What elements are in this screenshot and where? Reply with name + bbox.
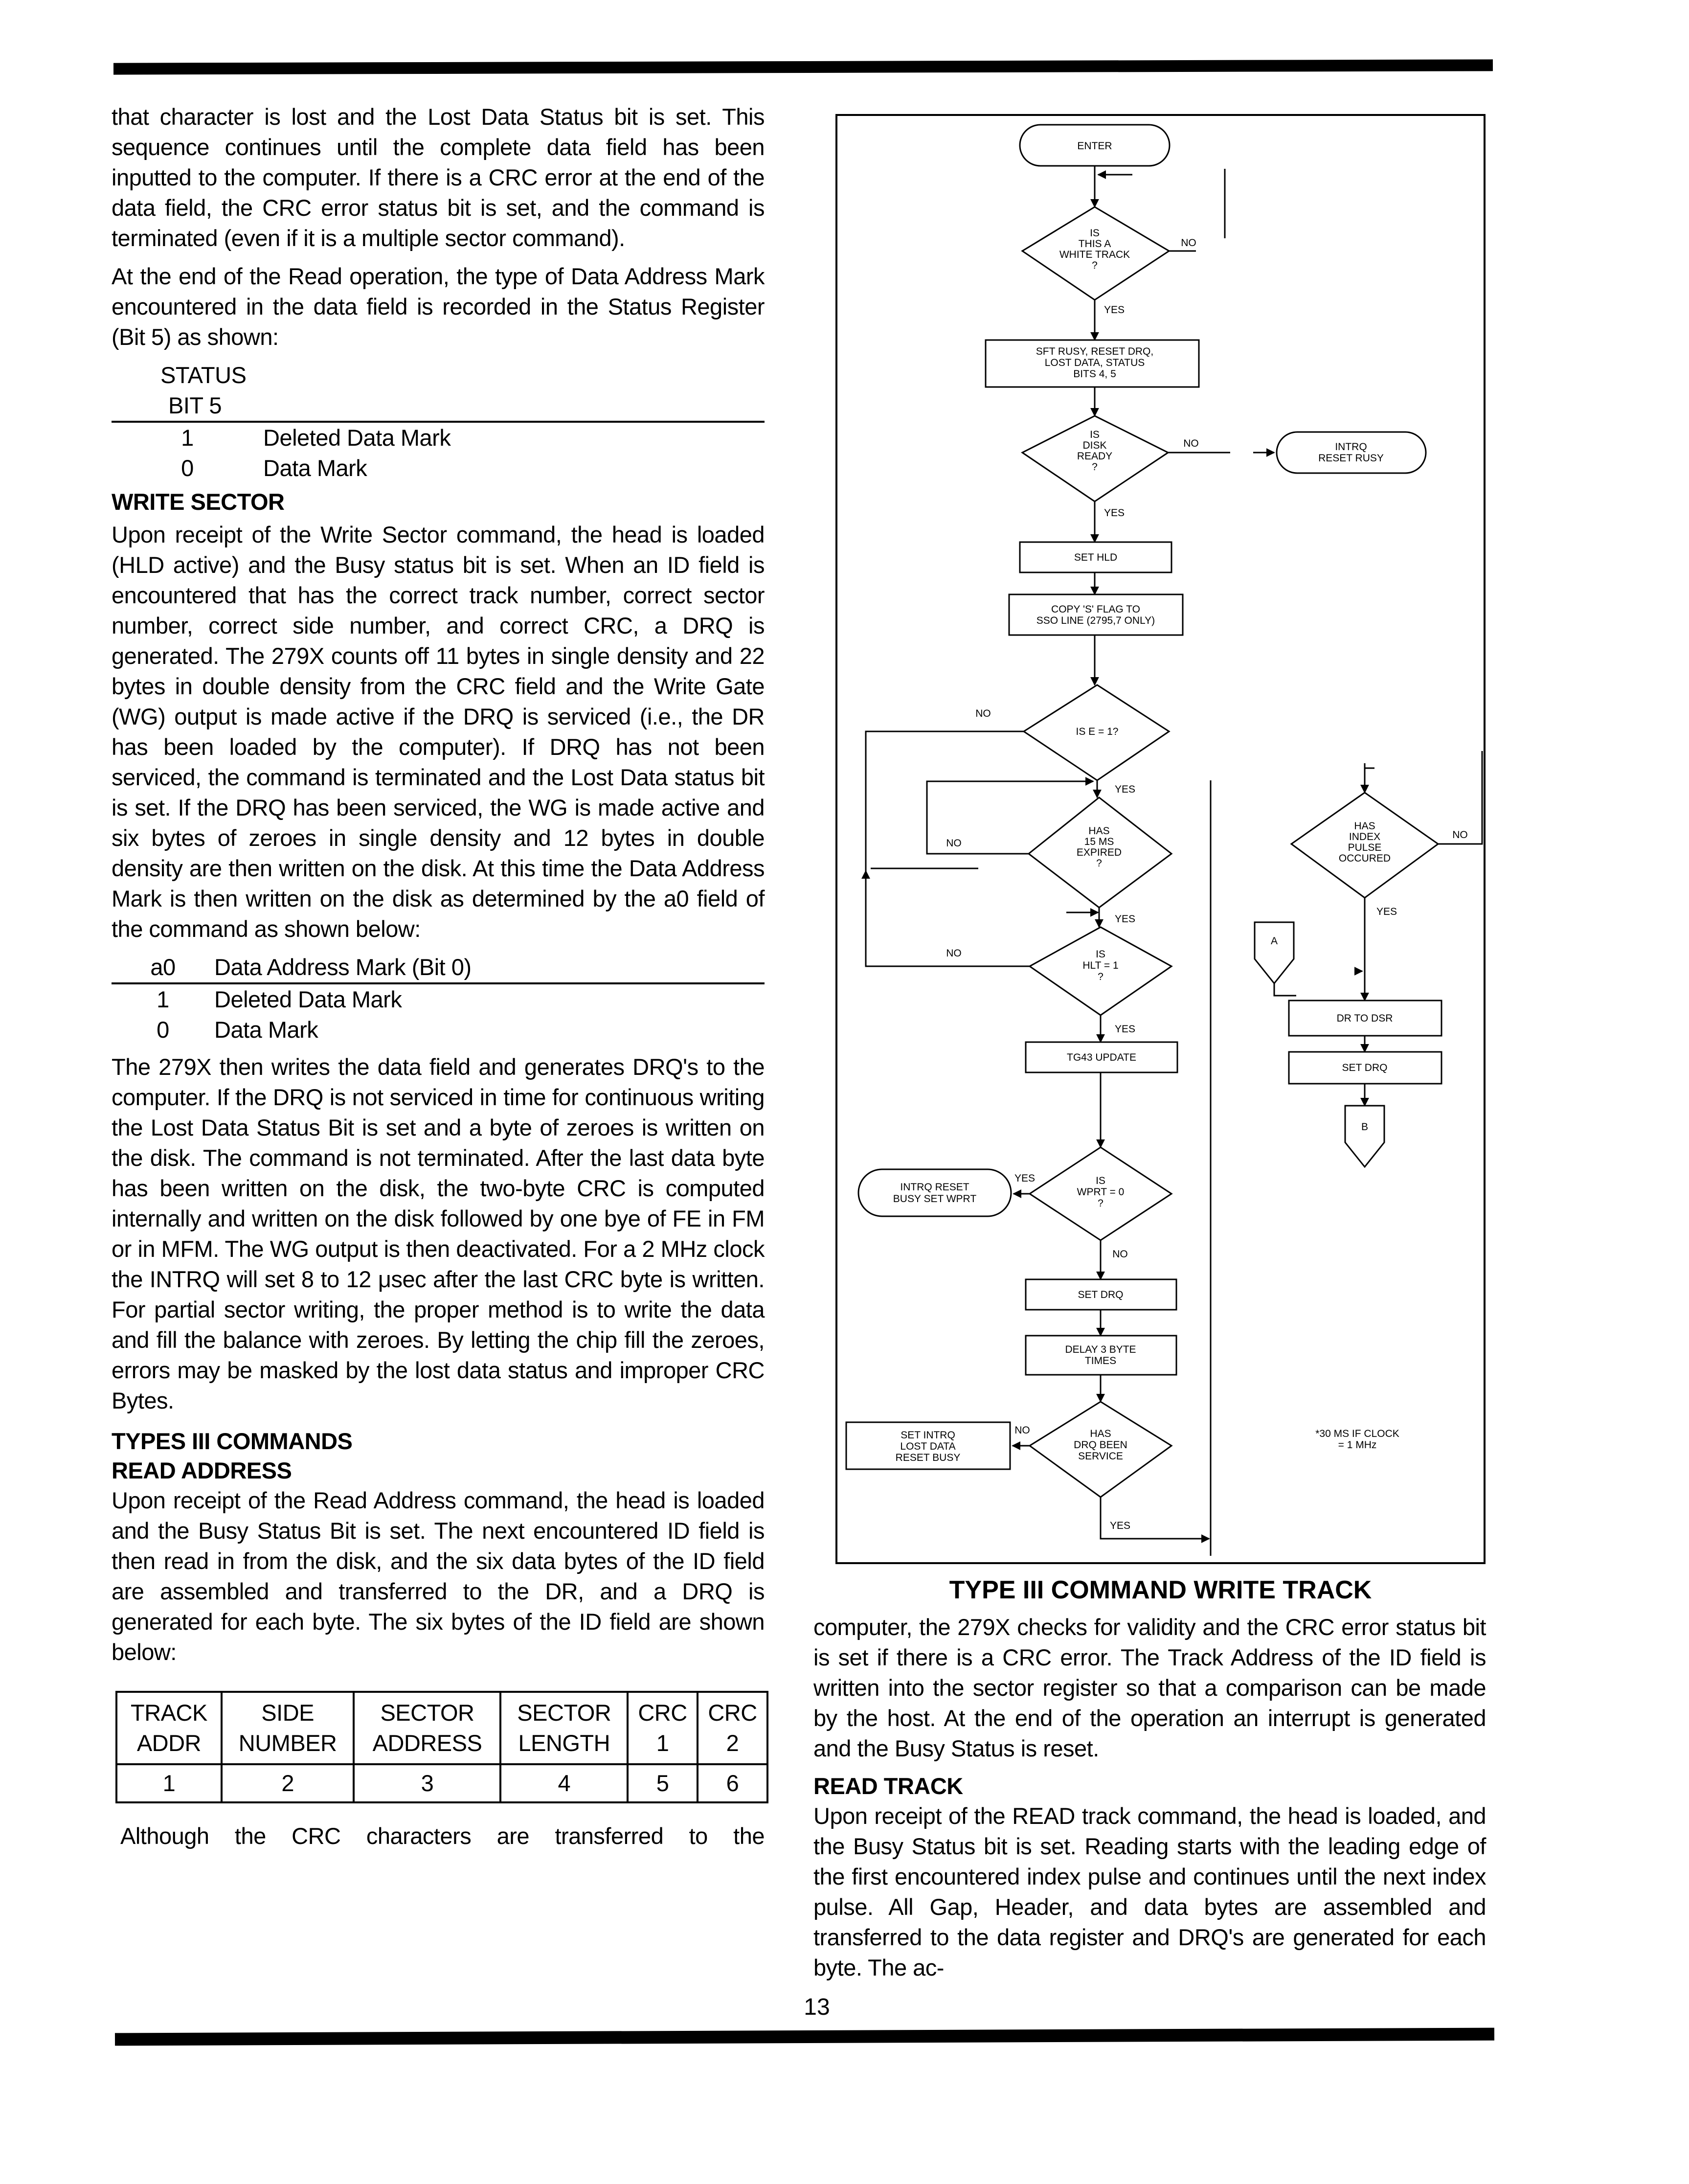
cell: Data Mark <box>214 1017 318 1043</box>
cell: 1 <box>181 425 194 451</box>
yes-label: YES <box>1114 913 1136 925</box>
connector-a <box>1255 922 1294 983</box>
svg-text:?: ? <box>1092 461 1098 473</box>
no-label: NO <box>1112 1249 1128 1260</box>
svg-text:BITS 4, 5: BITS 4, 5 <box>1073 368 1116 380</box>
status-bit5-table <box>112 360 765 483</box>
cell: Data Mark <box>263 455 367 481</box>
connector-b-label: B <box>1361 1121 1369 1133</box>
cell: 5 <box>628 1764 698 1802</box>
table-row <box>112 1015 765 1045</box>
svg-text:SET DRQ: SET DRQ <box>1078 1289 1124 1300</box>
svg-text:RESET BUSY: RESET BUSY <box>895 1452 961 1463</box>
svg-text:IS E = 1?: IS E = 1? <box>1076 726 1119 737</box>
paragraph: Upon receipt of the Write Sector command, the head is loaded (HLD active) and the Busy status bit is set. When an ID field is encountered that has the correct track number, correct sector number, correct side number, and correct CRC, a DRQ is generated. The 279X counts off 11 bytes in single density and 22 bytes in double density from the CRC field and the Write Gate (WG) output is made active if the DRQ is serviced (i.e., the DR has been loaded by the computer). If DRQ has not been serviced, the command is terminated and the Lost Data status bit is set. If the DRQ has been serviced, the WG is made active and six bytes of zeroes in single density and 12 bytes in double density are then written on the disk. At this time the Data Address Mark is then written on the disk as determined by the a0 field of the command as shown below: <box>112 522 765 942</box>
bottom-rule <box>115 2028 1494 2046</box>
figure-caption: TYPE III COMMAND WRITE TRACK <box>949 1576 1372 1604</box>
svg-text:?: ? <box>1098 971 1103 982</box>
svg-text:TIMES: TIMES <box>1084 1355 1117 1366</box>
right-column <box>813 1612 1486 1991</box>
top-rule <box>113 59 1493 74</box>
svg-text:SET INTRQ: SET INTRQ <box>901 1430 955 1441</box>
table-header <box>112 360 263 422</box>
svg-text:IS: IS <box>1096 949 1105 960</box>
cell: 4 <box>500 1764 628 1802</box>
svg-text:?: ? <box>1092 260 1098 271</box>
table-header: SECTOR ADDRESS <box>354 1692 500 1764</box>
svg-text:SSO LINE (2795,7 ONLY): SSO LINE (2795,7 ONLY) <box>1036 615 1155 626</box>
svg-text:DELAY 3 BYTE: DELAY 3 BYTE <box>1065 1344 1136 1355</box>
svg-text:?: ? <box>1098 1198 1103 1209</box>
svg-text:SFT RUSY, RESET DRQ,: SFT RUSY, RESET DRQ, <box>1036 346 1154 357</box>
svg-text:BUSY SET WPRT: BUSY SET WPRT <box>893 1193 977 1205</box>
connector-a-label: A <box>1270 935 1278 947</box>
svg-text:15 MS: 15 MS <box>1084 836 1114 847</box>
svg-text:RESET RUSY: RESET RUSY <box>1318 453 1384 464</box>
svg-text:INTRQ: INTRQ <box>1335 441 1367 453</box>
cell: 3 <box>354 1764 500 1802</box>
flowchart-labels <box>893 140 1468 1531</box>
svg-text:LOST DATA: LOST DATA <box>900 1441 956 1452</box>
svg-text:HAS: HAS <box>1088 825 1110 837</box>
svg-text:SERVICE: SERVICE <box>1078 1451 1123 1462</box>
paragraph: that character is lost and the Lost Data Status bit is set. This sequence continues until the complete data field has been inputted to the computer. If there is a CRC error at the end of the data field, the CRC error status bit is set, and the command is terminated (even if it is a multiple sector command). <box>112 104 765 251</box>
table-header: a0 <box>112 952 214 983</box>
yes-label: YES <box>1114 784 1136 795</box>
no-label: NO <box>1452 829 1468 841</box>
flowchart-frame <box>836 115 1485 1563</box>
svg-text:COPY 'S' FLAG TO: COPY 'S' FLAG TO <box>1051 604 1140 615</box>
section-heading: WRITE SECTOR <box>112 489 285 515</box>
svg-text:?: ? <box>1096 858 1102 869</box>
svg-text:DR TO DSR: DR TO DSR <box>1336 1013 1393 1024</box>
yes-label: YES <box>1103 304 1125 316</box>
cell: 1 <box>116 1764 222 1802</box>
svg-text:IS: IS <box>1090 228 1100 239</box>
table-header: CRC 1 <box>628 1692 698 1764</box>
paragraph: The 279X then writes the data field and generates DRQ's to the computer. If the DRQ is not serviced in time for continuous writing the Lost Data Status Bit is set and a byte of zeroes is written on the disk. The command is not terminated. After the last data byte has been written on the disk, the two-byte CRC is computed internally and written on the disk followed by one bye of FE in FM or in MFM. The WG output is then deactivated. For a 2 MHz clock the INTRQ will set 8 to 12 μsec after the last CRC byte is written. For partial sector writing, the proper method is to write the data and fill the balance with zeroes. By letting the chip fill the zeroes, errors may be masked by the lost data status and improper CRC Bytes. <box>112 1054 765 1413</box>
no-label: NO <box>1181 237 1196 249</box>
table-header: CRC 2 <box>698 1692 767 1764</box>
footnote: = 1 MHz <box>1338 1439 1377 1451</box>
table-row <box>112 453 765 483</box>
table-row <box>112 983 765 1015</box>
table-header: SIDE NUMBER <box>222 1692 354 1764</box>
svg-text:WPRT = 0: WPRT = 0 <box>1077 1186 1125 1198</box>
svg-text:THIS A: THIS A <box>1078 238 1111 250</box>
yes-label: YES <box>1114 1024 1136 1035</box>
cell: 6 <box>698 1764 767 1802</box>
section-heading: READ ADDRESS <box>112 1457 292 1483</box>
svg-text:SET HLD: SET HLD <box>1074 552 1118 563</box>
table-header-row <box>112 360 765 422</box>
header-line: STATUS <box>160 362 247 388</box>
svg-text:WHITE TRACK: WHITE TRACK <box>1059 249 1130 260</box>
yes-label: YES <box>1014 1173 1036 1184</box>
no-label: NO <box>946 948 962 959</box>
table-header: TRACK ADDR <box>116 1692 222 1764</box>
svg-text:READY: READY <box>1077 451 1113 462</box>
svg-text:IS: IS <box>1096 1175 1105 1186</box>
svg-text:HAS: HAS <box>1354 820 1375 832</box>
yes-label: YES <box>1103 507 1125 519</box>
svg-text:DISK: DISK <box>1082 440 1107 451</box>
connector-b <box>1345 1106 1384 1167</box>
yes-label: YES <box>1109 1520 1131 1531</box>
table-header: SECTOR LENGTH <box>500 1692 628 1764</box>
paragraph: Upon receipt of the READ track command, the head is loaded, and the Busy Status bit is set. Reading starts with the leading edge of the first encountered index pulse and continues until the next index pulse. All Gap, Header, and data bytes are assembled and transferred to the data register and DRQ's are generated for each byte. The ac- <box>813 1803 1486 1980</box>
table-row <box>112 422 765 453</box>
cell: Deleted Data Mark <box>214 986 402 1012</box>
paragraph: Upon receipt of the Read Address command, the head is loaded and the Busy Status Bit is set. The next encountered ID field is then read in from the disk, and the six data bytes of the ID field are assembled and transferred to the DR, and a DRQ is generated for each byte. The six bytes of the ID field are shown below: <box>112 1487 765 1665</box>
no-label: NO <box>1014 1425 1030 1436</box>
table-header-row <box>116 1692 767 1764</box>
table-header: Data Address Mark (Bit 0) <box>214 952 765 983</box>
intrq-reset-busy-set-wprt-terminator <box>858 1169 1011 1216</box>
cell: 0 <box>181 455 194 481</box>
svg-text:DRQ BEEN: DRQ BEEN <box>1074 1439 1127 1451</box>
svg-text:IS: IS <box>1090 429 1100 440</box>
section-heading: READ TRACK <box>813 1773 963 1799</box>
enter-label: ENTER <box>1077 140 1112 152</box>
table-row <box>116 1764 767 1802</box>
svg-text:PULSE: PULSE <box>1348 842 1382 853</box>
footnote: *30 MS IF CLOCK <box>1315 1428 1399 1439</box>
svg-text:INTRQ RESET: INTRQ RESET <box>900 1182 969 1193</box>
no-label: NO <box>1183 438 1199 449</box>
svg-text:LOST DATA, STATUS: LOST DATA, STATUS <box>1044 357 1145 368</box>
page-number: 13 <box>804 1994 830 2020</box>
paragraph: computer, the 279X checks for validity and the CRC error status bit is set if there is a CRC error. The Track Address of the ID field is written into the sector register so that a comparison can be made by the host. At the end of the operation an interrupt is generated and the Busy Status is reset. <box>813 1614 1486 1761</box>
svg-text:SET DRQ: SET DRQ <box>1342 1062 1388 1073</box>
svg-text:INDEX: INDEX <box>1349 831 1381 842</box>
id-field-table <box>115 1691 768 1803</box>
header-line: BIT 5 <box>168 392 222 418</box>
svg-text:OCCURED: OCCURED <box>1338 853 1391 864</box>
svg-text:HLT = 1: HLT = 1 <box>1082 960 1119 971</box>
cell: 2 <box>222 1764 354 1802</box>
cell: Deleted Data Mark <box>263 425 451 451</box>
paragraph: Although the CRC characters are transferred to the <box>120 1823 765 1849</box>
section-heading: TYPES III COMMANDS <box>112 1428 353 1454</box>
cell: 1 <box>157 986 169 1012</box>
svg-text:EXPIRED: EXPIRED <box>1076 847 1122 858</box>
svg-text:TG43 UPDATE: TG43 UPDATE <box>1067 1052 1136 1063</box>
paragraph: At the end of the Read operation, the type of Data Address Mark encountered in the data field is recorded in the Status Register (Bit 5) as shown: <box>112 263 765 350</box>
no-label: NO <box>946 838 962 849</box>
a0-table <box>112 952 765 1045</box>
left-column <box>112 102 765 1859</box>
yes-label: YES <box>1376 906 1397 917</box>
flowchart-write-track <box>832 110 1489 1568</box>
no-label: NO <box>975 708 991 719</box>
cell: 0 <box>157 1017 169 1043</box>
svg-text:HAS: HAS <box>1090 1428 1111 1439</box>
table-header-row <box>112 952 765 983</box>
